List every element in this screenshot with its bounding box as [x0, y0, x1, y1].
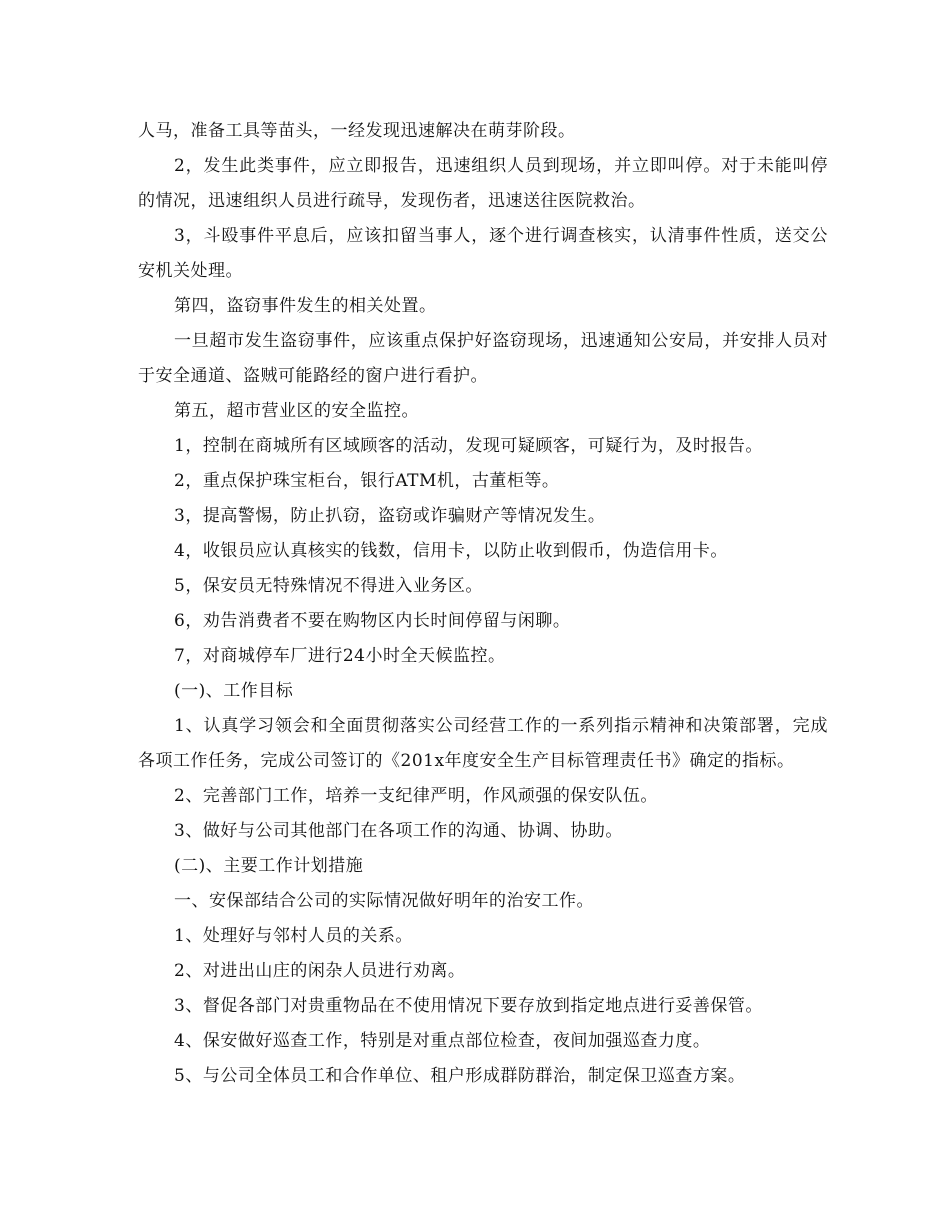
section-heading: (二)、主要工作计划措施	[174, 856, 364, 876]
list-item: 2，重点保护珠宝柜台，银行ATM机，古董柜等。	[174, 471, 560, 491]
list-item: 1、认真学习领会和全面贯彻落实公司经营工作的一系列指示精神和决策部署，完成各项工作任务，完成公司签订的《201x年度安全生产目标管理责任书》确定的指标。	[138, 716, 828, 771]
list-item: 7，对商城停车厂进行24小时全天候监控。	[174, 646, 506, 666]
list-item: 2、完善部门工作，培养一支纪律严明，作风顽强的保安队伍。	[174, 786, 658, 806]
list-item: 4，收银员应认真核实的钱数，信用卡，以防止收到假币，伪造信用卡。	[174, 541, 728, 561]
subsection-heading: 一、安保部结合公司的实际情况做好明年的治安工作。	[174, 891, 594, 911]
list-item: 3，提高警惕，防止扒窃，盗窃或诈骗财产等情况发生。	[174, 506, 606, 526]
list-item: 4、保安做好巡查工作，特别是对重点部位检查，夜间加强巡查力度。	[174, 1031, 711, 1051]
paragraph: 2，发生此类事件，应立即报告，迅速组织人员到现场，并立即叫停。对于未能叫停的情况，迅速组织人员进行疏导，发现伤者，迅速送往医院救治。	[138, 156, 828, 211]
list-item: 5，保安员无特殊情况不得进入业务区。	[174, 576, 483, 596]
section-heading: 第五，超市营业区的安全监控。	[174, 401, 419, 421]
paragraph: 一旦超市发生盗窃事件，应该重点保护好盗窃现场，迅速通知公安局，并安排人员对于安全通道、盗贼可能路经的窗户进行看护。	[138, 331, 828, 386]
paragraph: 3，斗殴事件平息后，应该扣留当事人，逐个进行调查核实，认清事件性质，送交公安机关处理。	[138, 226, 828, 281]
list-item: 1，控制在商城所有区域顾客的活动，发现可疑顾客，可疑行为，及时报告。	[174, 436, 763, 456]
document-body	[138, 114, 828, 1094]
list-item: 6，劝告消费者不要在购物区内长时间停留与闲聊。	[174, 611, 571, 631]
section-heading: (一)、工作目标	[174, 681, 294, 701]
section-heading: 第四，盗窃事件发生的相关处置。	[174, 296, 437, 316]
list-item: 3、做好与公司其他部门在各项工作的沟通、协调、协助。	[174, 821, 623, 841]
list-item: 3、督促各部门对贵重物品在不使用情况下要存放到指定地点进行妥善保管。	[174, 996, 763, 1016]
paragraph: 人马，准备工具等苗头，一经发现迅速解决在萌芽阶段。	[138, 121, 576, 141]
list-item: 2、对进出山庄的闲杂人员进行劝离。	[174, 961, 466, 981]
list-item: 1、处理好与邻村人员的关系。	[174, 926, 413, 946]
list-item: 5、与公司全体员工和合作单位、租户形成群防群治，制定保卫巡查方案。	[174, 1066, 746, 1086]
